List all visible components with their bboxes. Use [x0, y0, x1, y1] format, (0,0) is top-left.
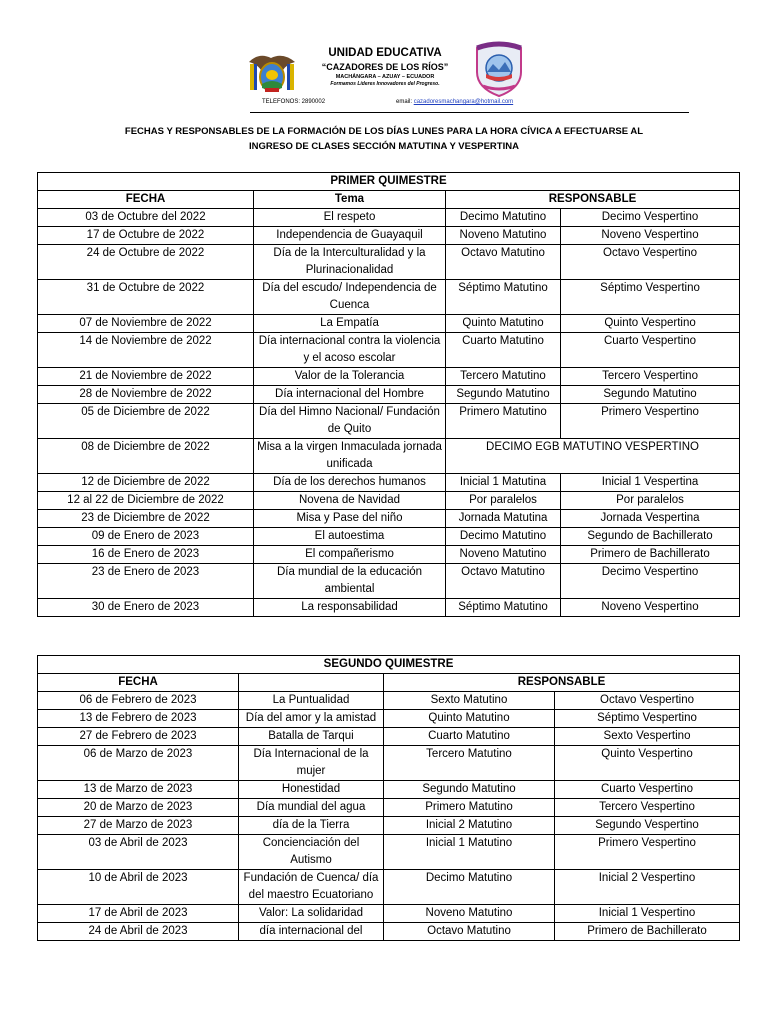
topic-cell: Fundación de Cuenca/ día del maestro Ecuatoriano: [239, 870, 384, 905]
table-row: [38, 227, 740, 245]
table-row: [38, 280, 740, 315]
table-row: [38, 474, 740, 492]
responsible-morning-cell: Cuarto Matutino: [384, 728, 555, 746]
responsible-afternoon-cell: Jornada Vespertina: [561, 510, 740, 528]
date-cell: 14 de Noviembre de 2022: [38, 333, 254, 368]
responsible-afternoon-cell: Primero de Bachillerato: [555, 923, 740, 941]
date-cell: 06 de Marzo de 2023: [38, 746, 239, 781]
column-header-fecha: FECHA: [38, 191, 254, 209]
table-row: [38, 209, 740, 227]
table-row: [38, 528, 740, 546]
topic-cell: Batalla de Tarqui: [239, 728, 384, 746]
date-cell: 09 de Enero de 2023: [38, 528, 254, 546]
title-line-1: FECHAS Y RESPONSABLES DE LA FORMACIÓN DE LOS DÍAS LUNES PARA LA HORA CÍVICA A EFECTUARSE AL: [124, 126, 644, 137]
header-divider: [250, 112, 689, 113]
responsible-afternoon-cell: Cuarto Vespertino: [561, 333, 740, 368]
topic-cell: Día del escudo/ Independencia de Cuenca: [254, 280, 446, 315]
table-row: [38, 692, 740, 710]
topic-cell: Valor de la Tolerancia: [254, 368, 446, 386]
date-cell: 16 de Enero de 2023: [38, 546, 254, 564]
date-cell: 24 de Abril de 2023: [38, 923, 239, 941]
responsible-afternoon-cell: Por paralelos: [561, 492, 740, 510]
table-row: [38, 386, 740, 404]
school-name-block: [290, 46, 480, 88]
date-cell: 13 de Marzo de 2023: [38, 781, 239, 799]
date-cell: 28 de Noviembre de 2022: [38, 386, 254, 404]
term-heading-row: [38, 656, 740, 674]
topic-cell: Misa a la virgen Inmaculada jornada unificada: [254, 439, 446, 474]
table-row: [38, 510, 740, 528]
responsible-morning-cell: Tercero Matutino: [384, 746, 555, 781]
responsible-morning-cell: Séptimo Matutino: [446, 280, 561, 315]
table-row: [38, 746, 740, 781]
responsible-afternoon-cell: Inicial 1 Vespertina: [561, 474, 740, 492]
topic-cell: Día mundial de la educación ambiental: [254, 564, 446, 599]
phone-number: TELEFONOS: 2890002: [262, 99, 326, 105]
date-cell: 12 al 22 de Diciembre de 2022: [38, 492, 254, 510]
topic-cell: Independencia de Guayaquil: [254, 227, 446, 245]
topic-cell: El autoestima: [254, 528, 446, 546]
topic-cell: Día de los derechos humanos: [254, 474, 446, 492]
topic-cell: Día del Himno Nacional/ Fundación de Quito: [254, 404, 446, 439]
responsible-merged-cell: DECIMO EGB MATUTINO VESPERTINO: [446, 439, 740, 474]
responsible-morning-cell: Decimo Matutino: [384, 870, 555, 905]
date-cell: 03 de Octubre del 2022: [38, 209, 254, 227]
email-link[interactable]: cazadoresmachangara@hotmail.com: [413, 99, 514, 105]
responsible-morning-cell: Noveno Matutino: [446, 227, 561, 245]
table-row: [38, 333, 740, 368]
date-cell: 24 de Octubre de 2022: [38, 245, 254, 280]
table-row: [38, 710, 740, 728]
topic-cell: Concienciación del Autismo: [239, 835, 384, 870]
responsible-morning-cell: Segundo Matutino: [384, 781, 555, 799]
date-cell: 03 de Abril de 2023: [38, 835, 239, 870]
table-row: [38, 728, 740, 746]
responsible-morning-cell: Jornada Matutina: [446, 510, 561, 528]
topic-cell: La Empatía: [254, 315, 446, 333]
school-subtitle: “CAZADORES DE LOS RÍOS”: [321, 62, 449, 72]
topic-cell: Día Internacional de la mujer: [239, 746, 384, 781]
table-row: [38, 439, 740, 474]
topic-cell: Día mundial del agua: [239, 799, 384, 817]
email-label: email:: [396, 99, 413, 105]
date-cell: 31 de Octubre de 2022: [38, 280, 254, 315]
date-cell: 05 de Diciembre de 2022: [38, 404, 254, 439]
responsible-morning-cell: Inicial 1 Matutino: [384, 835, 555, 870]
table-row: [38, 492, 740, 510]
responsible-afternoon-cell: Quinto Vespertino: [561, 315, 740, 333]
topic-cell: Día de la Interculturalidad y la Plurinacionalidad: [254, 245, 446, 280]
date-cell: 12 de Diciembre de 2022: [38, 474, 254, 492]
responsible-afternoon-cell: Cuarto Vespertino: [555, 781, 740, 799]
responsible-morning-cell: Decimo Matutino: [446, 528, 561, 546]
topic-cell: El compañerismo: [254, 546, 446, 564]
responsible-morning-cell: Noveno Matutino: [446, 546, 561, 564]
responsible-afternoon-cell: Noveno Vespertino: [561, 599, 740, 617]
second-term-heading: SEGUNDO QUIMESTRE: [38, 656, 740, 674]
topic-cell: Día internacional contra la violencia y el acoso escolar: [254, 333, 446, 368]
topic-cell: La responsabilidad: [254, 599, 446, 617]
school-name: UNIDAD EDUCATIVA: [328, 47, 442, 59]
responsible-afternoon-cell: Octavo Vespertino: [555, 692, 740, 710]
date-cell: 13 de Febrero de 2023: [38, 710, 239, 728]
responsible-afternoon-cell: Tercero Vespertino: [555, 799, 740, 817]
table-row: [38, 781, 740, 799]
column-header-tema: Tema: [254, 191, 446, 209]
responsible-afternoon-cell: Inicial 1 Vespertino: [555, 905, 740, 923]
responsible-afternoon-cell: Octavo Vespertino: [561, 245, 740, 280]
date-cell: 06 de Febrero de 2023: [38, 692, 239, 710]
topic-cell: Día del amor y la amistad: [239, 710, 384, 728]
responsible-morning-cell: Octavo Matutino: [384, 923, 555, 941]
table-row: [38, 923, 740, 941]
table-row: [38, 315, 740, 333]
table-row: [38, 905, 740, 923]
responsible-morning-cell: Octavo Matutino: [446, 564, 561, 599]
date-cell: 07 de Noviembre de 2022: [38, 315, 254, 333]
topic-cell: Misa y Pase del niño: [254, 510, 446, 528]
date-cell: 21 de Noviembre de 2022: [38, 368, 254, 386]
responsible-afternoon-cell: Séptimo Vespertino: [555, 710, 740, 728]
table-row: [38, 564, 740, 599]
responsible-afternoon-cell: Segundo Matutino: [561, 386, 740, 404]
table-row: [38, 817, 740, 835]
topic-cell: Novena de Navidad: [254, 492, 446, 510]
date-cell: 23 de Enero de 2023: [38, 564, 254, 599]
topic-cell: El respeto: [254, 209, 446, 227]
responsible-afternoon-cell: Tercero Vespertino: [561, 368, 740, 386]
responsible-morning-cell: Inicial 2 Matutino: [384, 817, 555, 835]
responsible-morning-cell: Quinto Matutino: [384, 710, 555, 728]
table-row: [38, 404, 740, 439]
date-cell: 08 de Diciembre de 2022: [38, 439, 254, 474]
second-term-table: [37, 655, 740, 941]
table-row: [38, 546, 740, 564]
document-title: [40, 124, 728, 154]
school-motto: Formamos Líderes Innovadores del Progreso.: [330, 81, 440, 87]
column-header-row: [38, 191, 740, 209]
term-heading-row: [38, 173, 740, 191]
responsible-morning-cell: Decimo Matutino: [446, 209, 561, 227]
column-header-blank: [239, 674, 384, 692]
responsible-morning-cell: Sexto Matutino: [384, 692, 555, 710]
date-cell: 20 de Marzo de 2023: [38, 799, 239, 817]
topic-cell: día de la Tierra: [239, 817, 384, 835]
table-row: [38, 368, 740, 386]
date-cell: 27 de Marzo de 2023: [38, 817, 239, 835]
title-line-2: INGRESO DE CLASES SECCIÓN MATUTINA Y VESPERTINA: [249, 141, 519, 152]
responsible-afternoon-cell: Segundo de Bachillerato: [561, 528, 740, 546]
table-row: [38, 799, 740, 817]
responsible-morning-cell: Séptimo Matutino: [446, 599, 561, 617]
responsible-morning-cell: Primero Matutino: [384, 799, 555, 817]
email-line: [396, 98, 513, 106]
table-row: [38, 835, 740, 870]
column-header-responsable: RESPONSABLE: [384, 674, 740, 692]
school-location: MACHÁNGARA – AZUAY – ECUADOR: [335, 74, 435, 80]
topic-cell: Valor: La solidaridad: [239, 905, 384, 923]
responsible-afternoon-cell: Sexto Vespertino: [555, 728, 740, 746]
date-cell: 27 de Febrero de 2023: [38, 728, 239, 746]
document-header: [0, 0, 768, 118]
topic-cell: día internacional del: [239, 923, 384, 941]
column-header-row: [38, 674, 740, 692]
table-row: [38, 245, 740, 280]
first-term-heading: PRIMER QUIMESTRE: [38, 173, 740, 191]
table-row: [38, 599, 740, 617]
responsible-morning-cell: Cuarto Matutino: [446, 333, 561, 368]
responsible-afternoon-cell: Decimo Vespertino: [561, 209, 740, 227]
date-cell: 30 de Enero de 2023: [38, 599, 254, 617]
responsible-afternoon-cell: Primero Vespertino: [561, 404, 740, 439]
responsible-morning-cell: Tercero Matutino: [446, 368, 561, 386]
responsible-afternoon-cell: Noveno Vespertino: [561, 227, 740, 245]
responsible-morning-cell: Octavo Matutino: [446, 245, 561, 280]
topic-cell: La Puntualidad: [239, 692, 384, 710]
responsible-morning-cell: Quinto Matutino: [446, 315, 561, 333]
date-cell: 23 de Diciembre de 2022: [38, 510, 254, 528]
table-row: [38, 870, 740, 905]
responsible-morning-cell: Por paralelos: [446, 492, 561, 510]
responsible-morning-cell: Noveno Matutino: [384, 905, 555, 923]
responsible-afternoon-cell: Quinto Vespertino: [555, 746, 740, 781]
responsible-afternoon-cell: Decimo Vespertino: [561, 564, 740, 599]
topic-cell: Día internacional del Hombre: [254, 386, 446, 404]
column-header-responsable: RESPONSABLE: [446, 191, 740, 209]
topic-cell: Honestidad: [239, 781, 384, 799]
column-header-fecha: FECHA: [38, 674, 239, 692]
date-cell: 17 de Octubre de 2022: [38, 227, 254, 245]
responsible-afternoon-cell: Inicial 2 Vespertino: [555, 870, 740, 905]
date-cell: 10 de Abril de 2023: [38, 870, 239, 905]
responsible-morning-cell: Inicial 1 Matutina: [446, 474, 561, 492]
date-cell: 17 de Abril de 2023: [38, 905, 239, 923]
school-emblem-icon: [473, 40, 525, 98]
responsible-afternoon-cell: Séptimo Vespertino: [561, 280, 740, 315]
responsible-morning-cell: Primero Matutino: [446, 404, 561, 439]
responsible-afternoon-cell: Primero de Bachillerato: [561, 546, 740, 564]
responsible-morning-cell: Segundo Matutino: [446, 386, 561, 404]
first-term-table: [37, 172, 740, 617]
responsible-afternoon-cell: Primero Vespertino: [555, 835, 740, 870]
responsible-afternoon-cell: Segundo Vespertino: [555, 817, 740, 835]
